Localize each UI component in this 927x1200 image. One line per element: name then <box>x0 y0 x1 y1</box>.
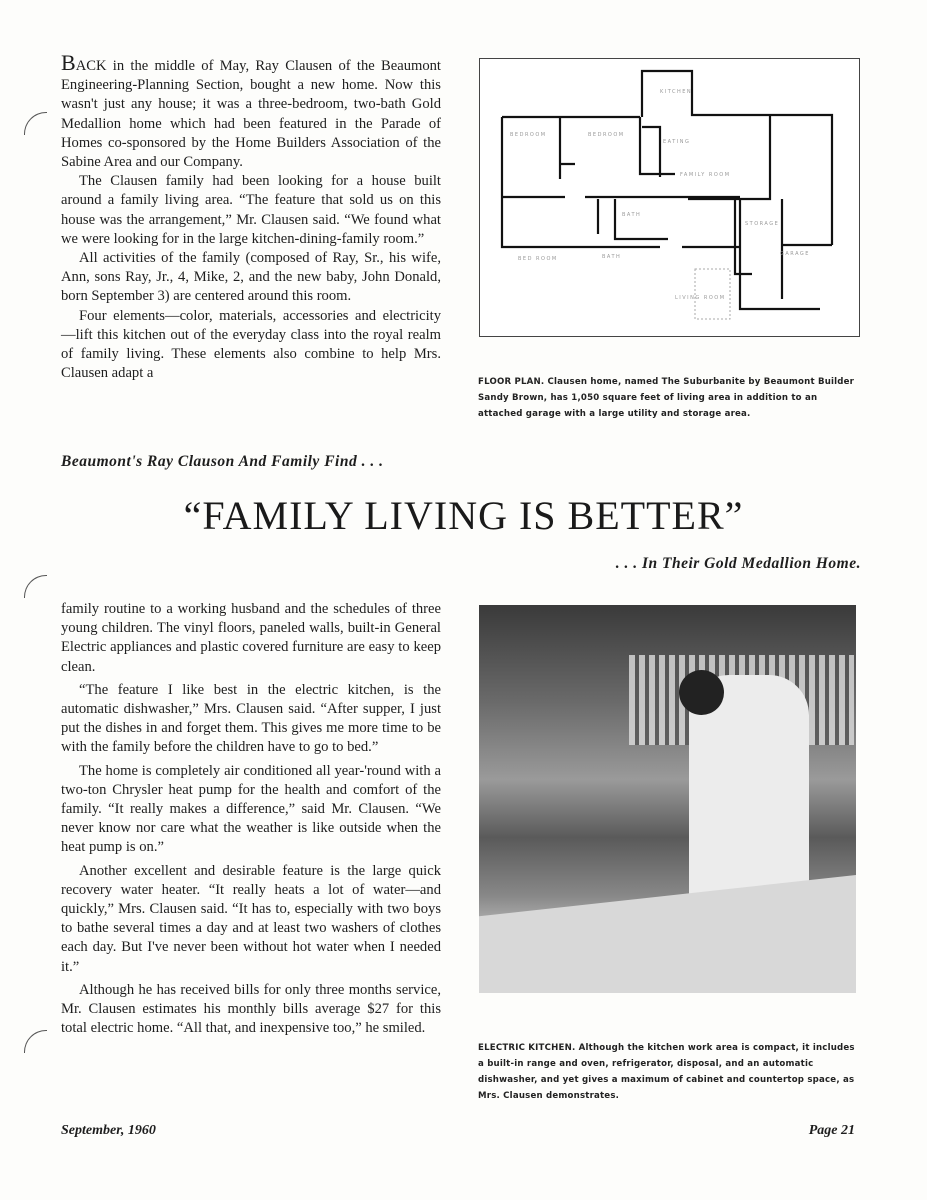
room-label: BED ROOM <box>518 256 558 262</box>
floor-plan-caption: FLOOR PLAN. Clausen home, named The Suburbanite by Beaumont Builder Sandy Brown, has 1,050 square feet of living area in addition to an attached garage with a large utility and storage area. <box>478 377 855 419</box>
kitchen-photo <box>479 605 856 993</box>
paragraph: All activities of the family (composed of Ray, Sr., his wife, Ann, sons Ray, Jr., 4, Mike, 2, and the new baby, John Donald, born September 3) are centered around this room. <box>61 250 441 305</box>
paragraph: Four elements—color, materials, accessories and electricity—lift this kitchen out of the everyday class into the royal realm of family living. These elements also combine to help Mrs. Clausen adapt a <box>61 307 441 382</box>
room-label: LIVING ROOM <box>675 295 726 301</box>
room-label: KITCHEN <box>660 89 693 95</box>
paragraph: “The feature I like best in the electric kitchen, is the automatic dishwasher,” Mrs. Clausen said. “After supper, I just put the dishes in and forget them. This gives me more time to be with the family before the children have to go to bed.” <box>61 681 441 756</box>
room-label: EATING <box>663 139 691 145</box>
headline: “FAMILY LIVING IS BETTER” <box>183 493 744 538</box>
paragraph: The home is completely air conditioned all year-'round with a two-ton Chrysler heat pump for the health and comfort of the family. “It really makes a difference,” said Mr. Clausen. “We never know nor care what the weather is like outside when the heat pump is on.” <box>61 762 441 856</box>
paragraph-text: ACK in the middle of May, Ray Clausen of the Beaumont Engineering-Planning Section, bought a new home. Now this wasn't just any house; it was a three-bedroom, two-bath Gold Medallion home which had been featured in the Parade of Homes co-sponsored by the Home Builders Association of the Sabine Area and our Company. <box>61 58 441 171</box>
binder-hole-mark <box>24 575 47 598</box>
binder-hole-mark <box>24 112 47 135</box>
drop-cap: B <box>61 50 76 75</box>
room-label: FAMILY ROOM <box>680 172 731 178</box>
room-label: BATH <box>622 212 642 218</box>
room-label: GARAGE <box>780 251 810 257</box>
room-label: STORAGE <box>745 221 780 227</box>
footer-date: September, 1960 <box>61 1123 156 1138</box>
paragraph: Although he has received bills for only three months service, Mr. Clausen estimates his monthly bills average $27 for this total electric home. “All that, and inexpensive too,” he smiled. <box>61 981 441 1037</box>
subhead: . . . In Their Gold Medallion Home. <box>615 555 861 572</box>
article-top-column <box>61 50 441 383</box>
kitchen-photo-caption: ELECTRIC KITCHEN. Although the kitchen work area is compact, it includes a built-in range and oven, refrigerator, disposal, and an automatic dishwasher, and yet gives a maximum of cabinet and countertop space, as Mrs. Clausen demonstrates. <box>478 1043 855 1101</box>
room-label: BEDROOM <box>510 132 547 138</box>
paragraph <box>61 50 441 172</box>
room-label: BEDROOM <box>588 132 625 138</box>
kicker: Beaumont's Ray Clauson And Family Find . . . <box>61 453 384 470</box>
floor-plan-figure <box>479 58 860 337</box>
floor-plan-drawing <box>480 59 859 336</box>
paragraph: Another excellent and desirable feature is the large quick recovery water heater. “It really heats a lot of water—and quickly,” Mrs. Clausen said. “It has to, especially with two boys to bathe several times a day and at least two washers of clothes each day. But I've never been without hot water when I needed it.” <box>61 862 441 975</box>
table <box>479 875 856 993</box>
woman-head <box>679 670 724 715</box>
room-label: BATH <box>602 254 622 260</box>
binder-hole-mark <box>24 1030 47 1053</box>
page-number: Page 21 <box>808 1123 855 1138</box>
article-bottom-column <box>61 600 441 1038</box>
paragraph: family routine to a working husband and the schedules of three young children. The vinyl floors, paneled walls, built-in General Electric appliances and plastic covered furniture are easy to keep clean. <box>61 601 441 675</box>
paragraph: The Clausen family had been looking for a house built around a family living area. “The feature that sold us on this house was the arrangement,” Mr. Clausen said. “We found what we were looking for in the large kitchen-dining-family room.” <box>61 173 441 247</box>
